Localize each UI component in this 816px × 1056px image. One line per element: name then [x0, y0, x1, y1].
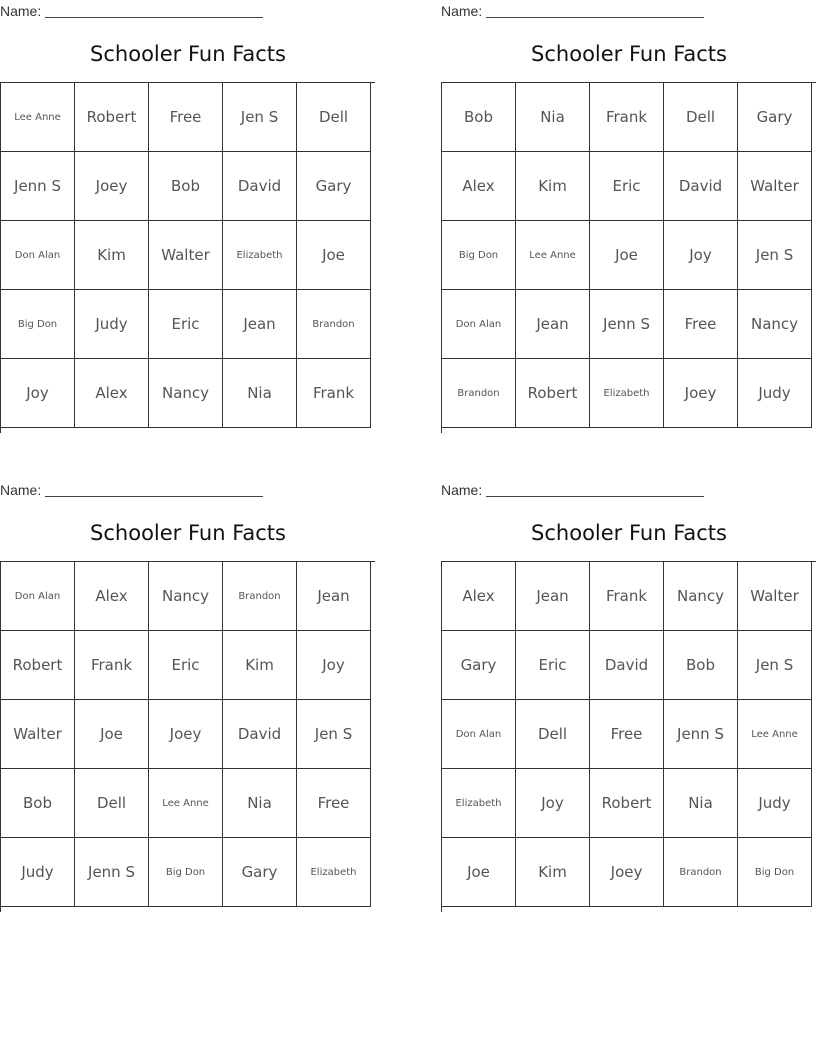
grid-cell: Free — [297, 769, 371, 838]
grid-cell: Kim — [75, 221, 149, 290]
grid-cell: Alex — [75, 359, 149, 428]
grid-cell: Big Don — [149, 838, 223, 907]
grid-cell: Brandon — [664, 838, 738, 907]
grid-cell: Free — [149, 83, 223, 152]
grid-cell: Bob — [442, 83, 516, 152]
grid-cell: Bob — [1, 769, 75, 838]
grid-cell: Nia — [516, 83, 590, 152]
grid-cell: Jen S — [738, 631, 812, 700]
bingo-grid — [441, 82, 816, 433]
grid-cell: Joe — [590, 221, 664, 290]
grid-cell: Big Don — [738, 838, 812, 907]
grid-cell: Walter — [738, 562, 812, 631]
bingo-card-2 — [441, 0, 816, 440]
grid-cell: Robert — [516, 359, 590, 428]
grid-cell: Gary — [223, 838, 297, 907]
bingo-grid — [0, 82, 375, 433]
grid-cell: Jenn S — [664, 700, 738, 769]
grid-cell: Brandon — [297, 290, 371, 359]
grid-cell: Free — [590, 700, 664, 769]
grid-cell: Gary — [442, 631, 516, 700]
grid-cell: Alex — [75, 562, 149, 631]
grid-cell: Joy — [297, 631, 371, 700]
grid-cell: Kim — [516, 152, 590, 221]
grid-cell: Frank — [590, 562, 664, 631]
grid-cell: Joy — [516, 769, 590, 838]
grid-cell: Nancy — [149, 359, 223, 428]
grid-cell: Jen S — [738, 221, 812, 290]
grid-cell: Bob — [149, 152, 223, 221]
name-write-line — [45, 496, 263, 497]
grid-cell: Walter — [149, 221, 223, 290]
grid-cell: Joey — [590, 838, 664, 907]
grid-cell: Jenn S — [1, 152, 75, 221]
grid-cell: Dell — [516, 700, 590, 769]
grid-cell: Gary — [738, 83, 812, 152]
grid-cell: Walter — [1, 700, 75, 769]
grid-cell: Brandon — [442, 359, 516, 428]
grid-cell: Joy — [1, 359, 75, 428]
grid-cell: Elizabeth — [590, 359, 664, 428]
grid-cell: Nia — [223, 359, 297, 428]
grid-cell: Joe — [75, 700, 149, 769]
grid-cell: Brandon — [223, 562, 297, 631]
bingo-grid — [0, 561, 375, 912]
grid-cell: Joe — [442, 838, 516, 907]
grid-cell: Kim — [516, 838, 590, 907]
grid-cell: Jean — [297, 562, 371, 631]
grid-cell: Eric — [590, 152, 664, 221]
name-label: Name: — [0, 3, 42, 19]
grid-cell: Frank — [590, 83, 664, 152]
card-title: Schooler Fun Facts — [90, 521, 286, 545]
grid-cell: Dell — [297, 83, 371, 152]
grid-cell: Judy — [738, 359, 812, 428]
grid-cell: David — [590, 631, 664, 700]
name-label: Name: — [441, 3, 483, 19]
grid-cell: Lee Anne — [738, 700, 812, 769]
grid-cell: Gary — [297, 152, 371, 221]
grid-cell: Elizabeth — [297, 838, 371, 907]
grid-cell: Jean — [223, 290, 297, 359]
grid-cell: Bob — [664, 631, 738, 700]
grid-cell: Frank — [75, 631, 149, 700]
bingo-card-3 — [0, 479, 376, 919]
grid-cell: Dell — [664, 83, 738, 152]
grid-cell: Walter — [738, 152, 812, 221]
bingo-card-1 — [0, 0, 376, 440]
grid-cell: Judy — [75, 290, 149, 359]
card-title: Schooler Fun Facts — [90, 42, 286, 66]
grid-cell: Kim — [223, 631, 297, 700]
grid-cell: Free — [664, 290, 738, 359]
grid-cell: David — [664, 152, 738, 221]
grid-cell: David — [223, 700, 297, 769]
grid-cell: Nancy — [149, 562, 223, 631]
grid-cell: Judy — [738, 769, 812, 838]
grid-cell: Jean — [516, 290, 590, 359]
grid-cell: Joy — [664, 221, 738, 290]
bingo-grid — [441, 561, 816, 912]
grid-cell: Alex — [442, 152, 516, 221]
grid-cell: Nia — [223, 769, 297, 838]
grid-cell: Big Don — [442, 221, 516, 290]
grid-cell: Joey — [664, 359, 738, 428]
grid-cell: Nancy — [738, 290, 812, 359]
grid-cell: Elizabeth — [442, 769, 516, 838]
grid-cell: Don Alan — [1, 221, 75, 290]
grid-cell: Judy — [1, 838, 75, 907]
bingo-card-4 — [441, 479, 816, 919]
grid-cell: Robert — [1, 631, 75, 700]
grid-cell: Joey — [75, 152, 149, 221]
grid-cell: Lee Anne — [516, 221, 590, 290]
grid-cell: Elizabeth — [223, 221, 297, 290]
grid-cell: Eric — [149, 631, 223, 700]
grid-cell: Jen S — [223, 83, 297, 152]
grid-cell: Dell — [75, 769, 149, 838]
card-title: Schooler Fun Facts — [531, 521, 727, 545]
grid-cell: Nancy — [664, 562, 738, 631]
name-write-line — [45, 17, 263, 18]
grid-cell: Don Alan — [442, 290, 516, 359]
name-label: Name: — [441, 482, 483, 498]
grid-cell: Jen S — [297, 700, 371, 769]
grid-cell: Big Don — [1, 290, 75, 359]
grid-cell: Eric — [516, 631, 590, 700]
grid-cell: Eric — [149, 290, 223, 359]
grid-cell: Jenn S — [590, 290, 664, 359]
grid-cell: Lee Anne — [149, 769, 223, 838]
name-label: Name: — [0, 482, 42, 498]
grid-cell: Frank — [297, 359, 371, 428]
grid-cell: Nia — [664, 769, 738, 838]
grid-cell: Joey — [149, 700, 223, 769]
grid-cell: Joe — [297, 221, 371, 290]
grid-cell: Don Alan — [442, 700, 516, 769]
name-write-line — [486, 17, 704, 18]
grid-cell: Alex — [442, 562, 516, 631]
grid-cell: Lee Anne — [1, 83, 75, 152]
grid-cell: Don Alan — [1, 562, 75, 631]
grid-cell: Robert — [590, 769, 664, 838]
grid-cell: Jenn S — [75, 838, 149, 907]
grid-cell: Jean — [516, 562, 590, 631]
name-write-line — [486, 496, 704, 497]
card-title: Schooler Fun Facts — [531, 42, 727, 66]
grid-cell: David — [223, 152, 297, 221]
grid-cell: Robert — [75, 83, 149, 152]
